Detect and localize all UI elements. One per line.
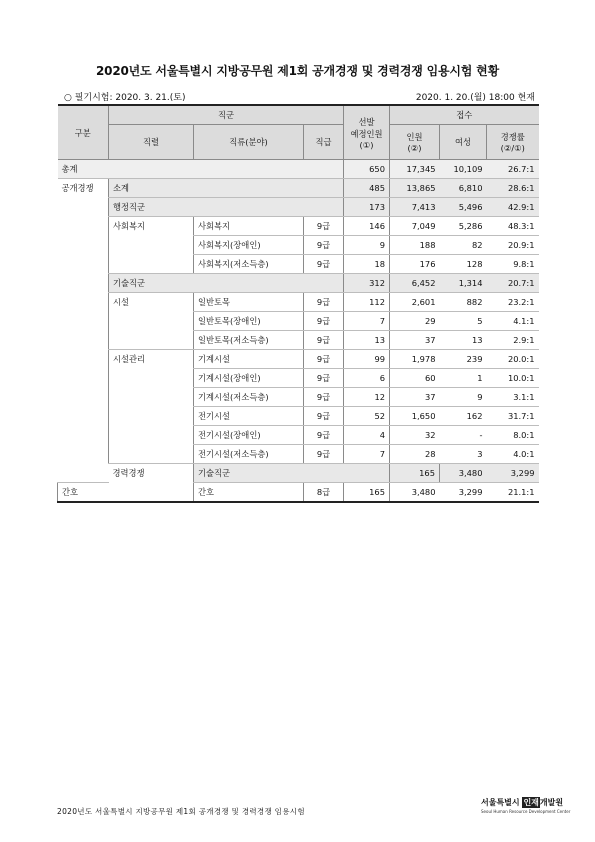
table-row: 간호 간호 8급 165 3,480 3,299 21.1:1 xyxy=(58,483,539,503)
table-row: 전기시설(저소득층) 9급 7 28 3 4.0:1 xyxy=(58,445,539,464)
table-row: 시설 일반토목 9급 112 2,601 882 23.2:1 xyxy=(58,293,539,312)
header-jikryu: 직류(분야) xyxy=(194,125,304,160)
table-row: 전기시설 9급 52 1,650 162 31.7:1 xyxy=(58,407,539,426)
table-row: 사회복지 사회복지 9급 146 7,049 5,286 48.3:1 xyxy=(58,217,539,236)
header-gubun: 구분 xyxy=(58,105,109,160)
document-title: 2020년도 서울특별시 지방공무원 제1회 공개경쟁 및 경력경쟁 임용시험 현황 xyxy=(96,64,499,78)
table-header-row-2 xyxy=(58,125,539,160)
table-row: 기계시설(장애인) 9급 6 60 1 10.0:1 xyxy=(58,369,539,388)
header-planned: 선발 예정인원 (①) xyxy=(344,105,390,160)
exam-date: ○ 필기시험: 2020. 3. 21.(토) xyxy=(64,93,186,103)
as-of-date: 2020. 1. 20.(월) 18:00 현재 xyxy=(415,93,535,103)
header-jikryeol: 직렬 xyxy=(109,125,194,160)
header-jikgeup: 직급 xyxy=(304,125,344,160)
header-jikgun: 직군 xyxy=(109,105,344,125)
header-applicants: 인원 (②) xyxy=(390,125,440,160)
table-row: 기술직군 312 6,452 1,314 20.7:1 xyxy=(58,274,539,293)
footer-text: 2020년도 서울특별시 지방공무원 제1회 공개경쟁 및 경력경쟁 임용시험 xyxy=(57,807,305,816)
table-row: 총계 650 17,345 10,109 26.7:1 xyxy=(58,160,539,179)
table-row: 기계시설(저소득층) 9급 12 37 9 3.1:1 xyxy=(58,388,539,407)
table-row: 사회복지(저소득층) 9급 18 176 128 9.8:1 xyxy=(58,255,539,274)
header-female: 여성 xyxy=(440,125,487,160)
table-row: 공개경쟁 소계 485 13,865 6,810 28.6:1 xyxy=(58,179,539,198)
table-row: 일반토목(저소득층) 9급 13 37 13 2.9:1 xyxy=(58,331,539,350)
table-row: 시설관리 기계시설 9급 99 1,978 239 20.0:1 xyxy=(58,350,539,369)
institution-logo: 서울특별시 인재개발원 Seoul Human Resource Development Center xyxy=(481,798,571,814)
table-row: 행정직군 173 7,413 5,496 42.9:1 xyxy=(58,198,539,217)
table-header-row-1 xyxy=(58,105,539,125)
table-row: 전기시설(장애인) 9급 4 32 - 8.0:1 xyxy=(58,426,539,445)
table-row: 일반토목(장애인) 9급 7 29 5 4.1:1 xyxy=(58,312,539,331)
header-apply: 접수 xyxy=(390,105,539,125)
table-row: 사회복지(장애인) 9급 9 188 82 20.9:1 xyxy=(58,236,539,255)
header-ratio: 경쟁률 (②/①) xyxy=(487,125,539,160)
table-row: 경력경쟁 기술직군 165 3,480 3,299 xyxy=(58,464,539,483)
applicant-status-table xyxy=(57,104,539,503)
